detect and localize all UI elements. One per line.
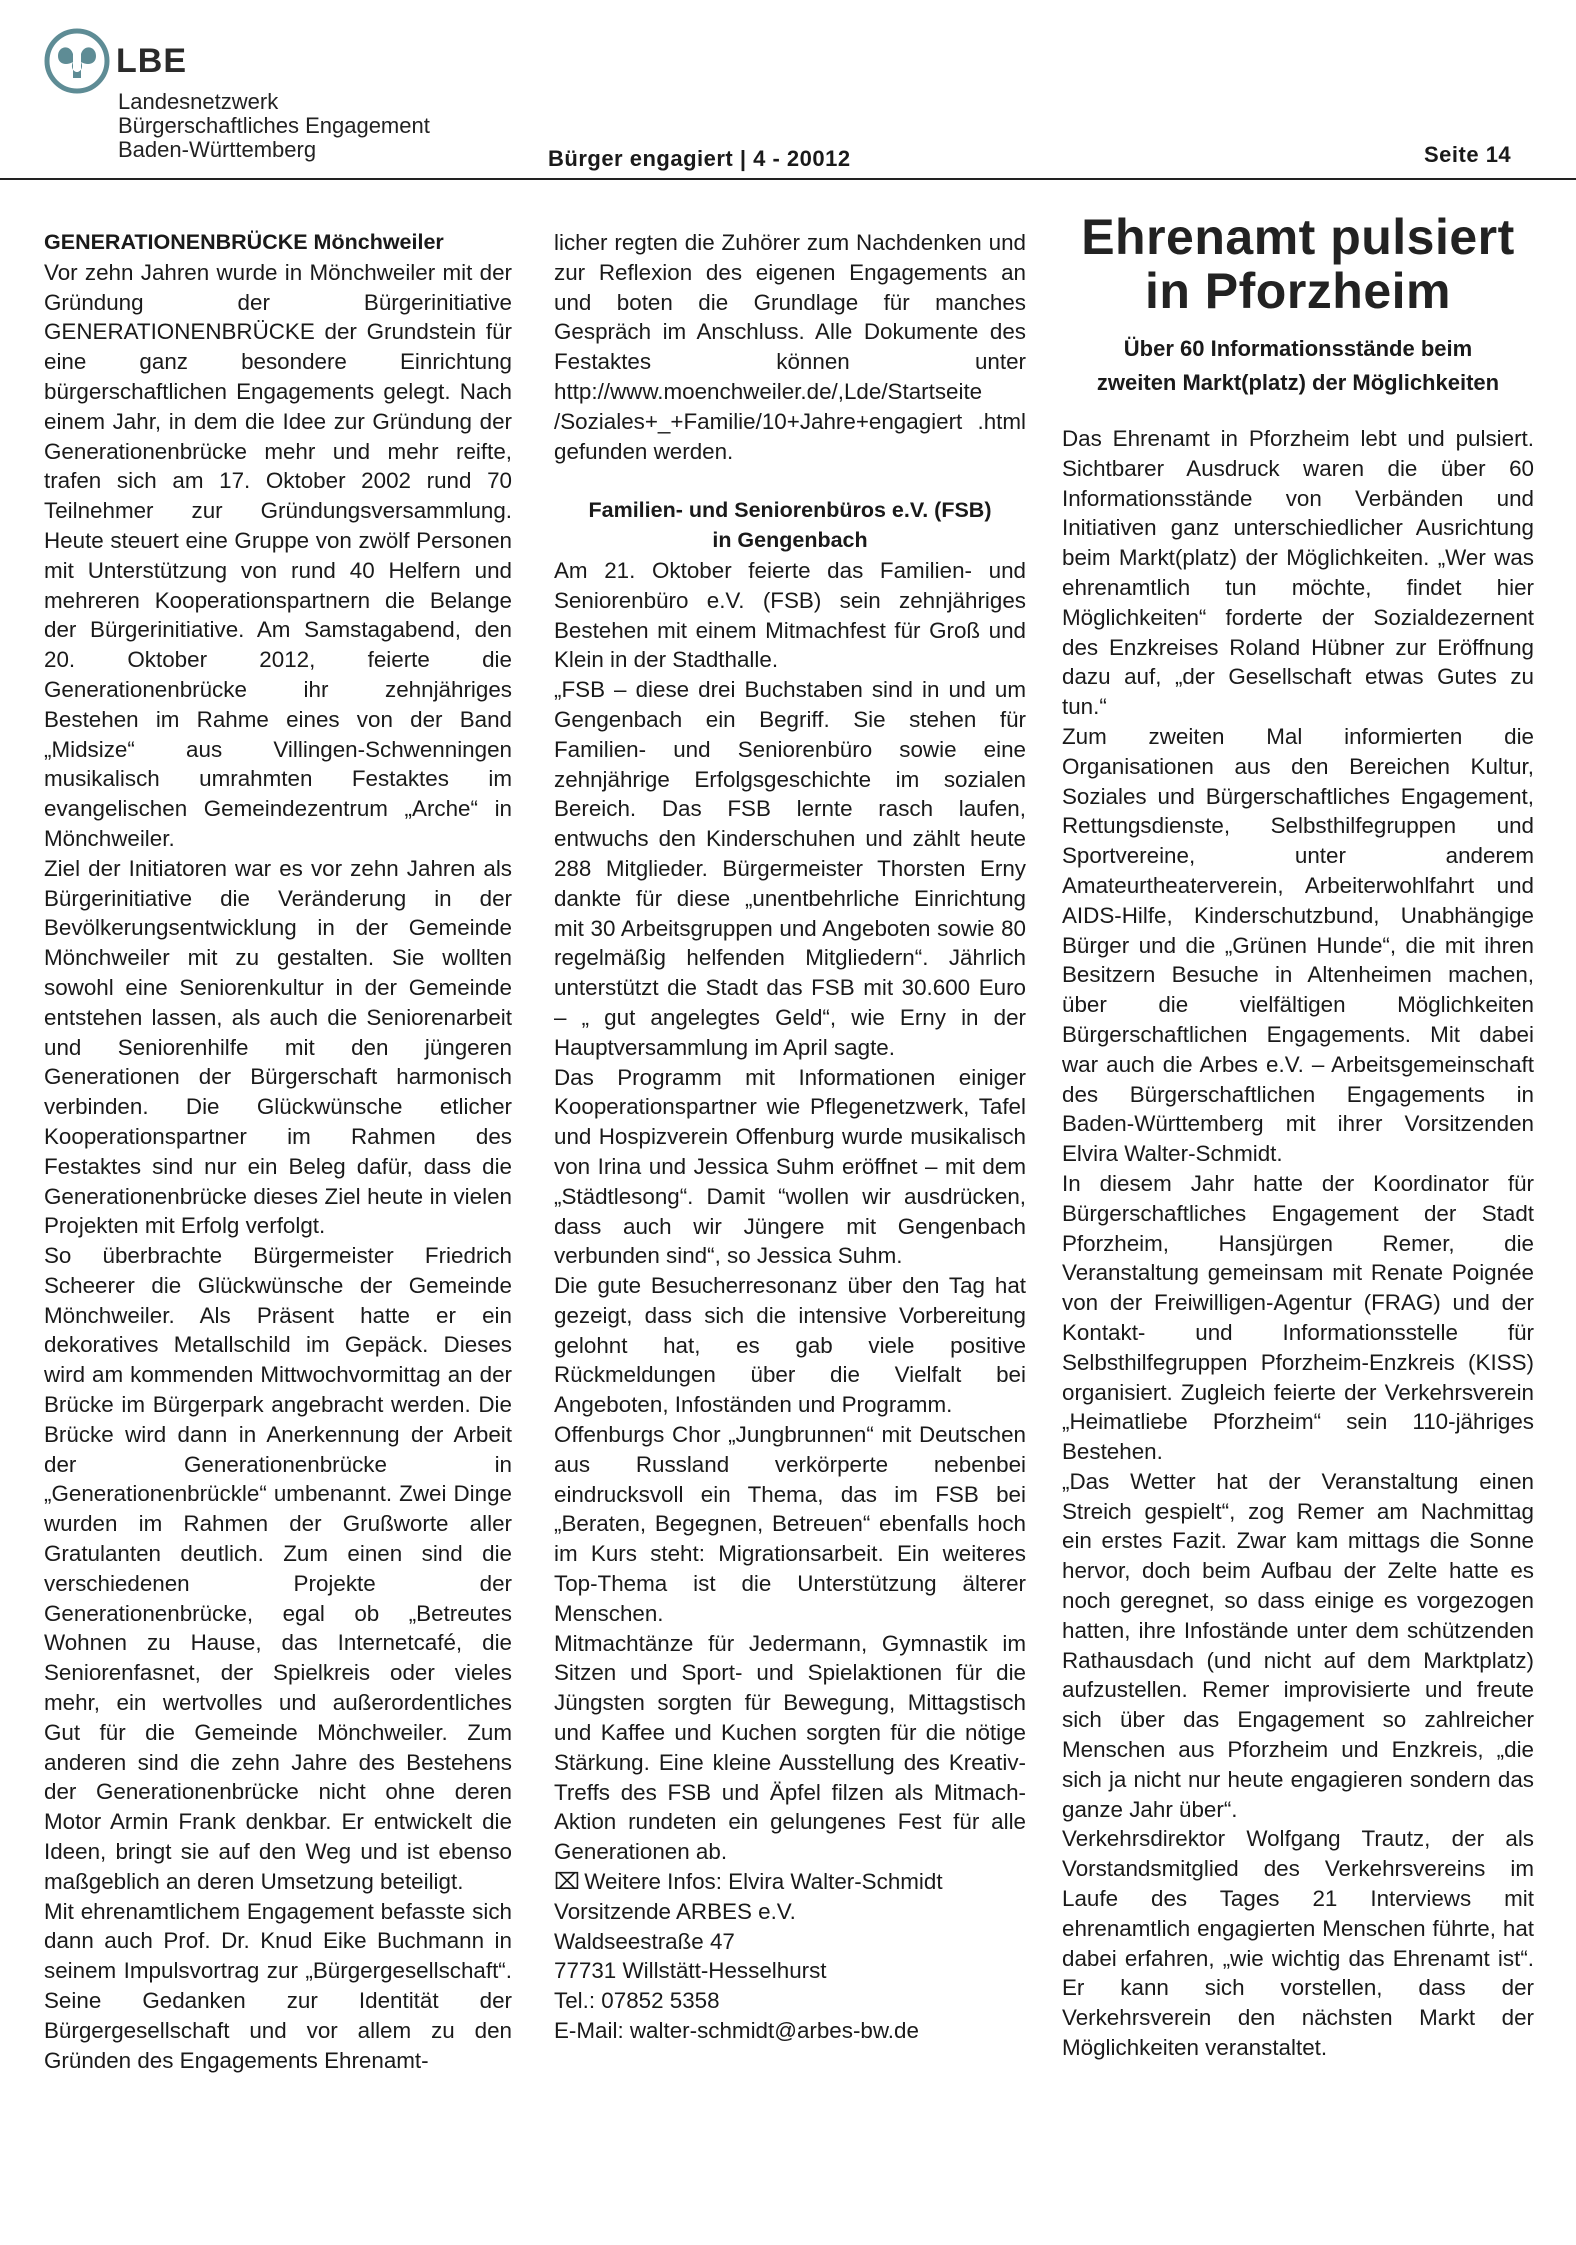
- org-name-line: Bürgerschaftliches Engagement: [118, 113, 430, 138]
- article-paragraph: licher regten die Zuhörer zum Nachdenken und zur Reflexion des eigenen Engagements an und boten die Grundlage für manches Gespräch im Anschluss. Alle Dokumente des Festaktes können unter http://www.moenchweiler.de/,Lde/Startseite /Soziales+_+Familie/10+Jahre+engagiert .html gefunden werden.: [554, 230, 1026, 464]
- mail-arrow-icon: ⌧: [554, 1869, 580, 1895]
- article-paragraph: Vor zehn Jahren wurde in Mönchweiler mit der Gründung der Bürgerinitiative GENERATIONENBRÜCKE der Grundstein für eine ganz besondere Einrichtung bürgerschaftlichen Engagements gelegt. Nach einem Jahr, in dem die Idee zur Gründung der Generationenbrücke mehr und mehr reifte, trafen sich am 17. Oktober 2002 rund 70 Teilnehmer zur Gründungsversammlung. Heute steuert eine Gruppe von zwölf Personen mit Unterstützung von rund 40 Helfern und mehreren Kooperationspartnern die Belange der Bürgerinitiative. Am Samstagabend, den 20. Oktober 2012, feierte die Generationenbrücke ihr zehnjähriges Bestehen im Rahme eines von der Band „Midsize“ aus Villingen-Schwenningen musikalisch umrahmten Festaktes im evangelischen Gemeindezentrum „Arche“ in Mönchweiler.: [44, 259, 512, 851]
- column-1: [44, 228, 512, 2075]
- article-subheadline: [1062, 332, 1534, 400]
- subheadline-line: Über 60 Informationsstände beim: [1123, 336, 1473, 361]
- logo-abbreviation: LBE: [116, 42, 187, 80]
- org-name-line: Baden-Württemberg: [118, 137, 317, 162]
- contact-line: 77731 Willstätt-Hesselhurst: [554, 1958, 827, 1984]
- section-heading-line: in Gengenbach: [712, 528, 868, 553]
- contact-text: Weitere Infos: Elvira Walter-Schmidt: [578, 1869, 943, 1895]
- article-paragraph: Das Ehrenamt in Pforzheim lebt und pulsiert. Sichtbarer Ausdruck waren die über 60 Informationsstände von Verbänden und Initiativen ganz unterschiedlicher Ausrichtung beim Markt(platz) der Möglichkeiten. „Wer was ehrenamtlich tun möchte, findet hier Möglichkeiten“ forderte der Sozialdezernent des Enzkreises Roland Hübner zur Eröffnung dazu auf, „der Gesellschaft etwas Gutes zu tun.“: [1062, 426, 1534, 720]
- subheadline-line: zweiten Markt(platz) der Möglichkeiten: [1096, 370, 1500, 395]
- section-heading-line: Familien- und Seniorenbüros e.V. (FSB): [588, 498, 992, 523]
- contact-line: [554, 1867, 1026, 1897]
- article-paragraph: „FSB – diese drei Buchstaben sind in und um Gengenbach ein Begriff. Sie stehen für Familien- und Seniorenbüro sowie eine zehnjährige Erfolgsgeschichte im sozialen Bereich. Das FSB lernte rasch laufen, entwuchs den Kinderschuhen und zählt heute 288 Mitglieder. Bürgermeister Thorsten Erny dankte für diese „unentbehrliche Einrichtung mit 30 Arbeitsgruppen und Angeboten sowie 80 regelmäßig helfenden Mitgliedern“. Jährlich unterstützt die Stadt das FSB mit 30.600 Euro – „ gut angelegtes Geld“, wie Erny in der Hauptversammlung im April sagte.: [554, 677, 1026, 1060]
- article-paragraph: Mitmachtänze für Jedermann, Gymnastik im Sitzen und Sport- und Spielaktionen für die Jüngsten sorgten für Bewegung, Mittagstisch und Kaffee und Kuchen sorgten für die nötige Stärkung. Eine kleine Ausstellung des Kreativ-Treffs des FSB und Äpfel filzen als Mitmach-Aktion rundeten ein gelungenes Fest für alle Generationen ab.: [554, 1630, 1026, 1865]
- column-2: [554, 228, 1026, 2046]
- contact-line: Vorsitzende ARBES e.V.: [554, 1898, 796, 1924]
- article-paragraph: Offenburgs Chor „Jungbrunnen“ mit Deutschen aus Russland verkörperte nebenbei eindrucksvoll ein Thema, das im FSB bei „Beraten, Begegnen, Betreuen“ ebenfalls hoch im Kurs steht: Migrationsarbeit. Ein weiteres Top-Thema ist die Unterstützung älterer Menschen.: [554, 1422, 1026, 1626]
- article-paragraph: Die gute Besucherresonanz über den Tag hat gezeigt, dass sich die intensive Vorbereitung gelohnt hat, es gab viele positive Rückmeldungen über die Vielfalt bei Angeboten, Infoständen und Programm.: [554, 1273, 1026, 1418]
- article-paragraph: Am 21. Oktober feierte das Familien- und Seniorenbüro e.V. (FSB) sein zehnjähriges Bestehen mit einem Mitmachfest für Groß und Klein in der Stadthalle.: [554, 557, 1026, 673]
- column-3: [1062, 210, 1534, 2063]
- header-rule: [0, 178, 1576, 180]
- page-number: Seite 14: [1424, 142, 1512, 167]
- headline-line: in Pforzheim: [1144, 263, 1452, 319]
- org-name: [118, 90, 430, 162]
- article-paragraph: „Das Wetter hat der Veranstaltung einen Streich gespielt“, zog Remer am Nachmittag ein erstes Fazit. Zwar kam mittags die Sonne hervor, doch beim Aufbau der Zelte hatte es noch geregnet, so dass einige es vorgezogen hatten, ihre Infostände unter dem schützenden Rathausdach (und nicht auf dem Marktplatz) aufzustellen. Remer improvisierte und freute sich über das Engagement so zahlreicher Menschen aus Pforzheim und Enzkreis, „die sich ja nicht nur heute engagieren sondern das ganze Jahr über“.: [1062, 1468, 1534, 1822]
- contact-email: E-Mail: walter-schmidt@arbes-bw.de: [554, 2018, 919, 2044]
- spacer: [554, 466, 1026, 496]
- article-paragraph: Zum zweiten Mal informierten die Organisationen aus den Bereichen Kultur, Soziales und Bürgerschaftliches Engagement, Rettungsdienste, Selbsthilfegruppen und Sportvereine, unter anderem Amateurtheaterverein, Arbeiterwohlfahrt und AIDS-Hilfe, Kinderschutzbund, Unabhängige Bürger und die „Grünen Hunde“, die mit ihren Besitzern Besuche in Altenheimen machen, über die vielfältigen Möglichkeiten Bürgerschaftlichen Engagements. Mit dabei war auch die Arbes e.V. – Arbeitsgemeinschaft des Bürgerschaftlichen Engagements in Baden-Württemberg mit ihrer Vorsitzenden Elvira Walter-Schmidt.: [1062, 723, 1534, 1167]
- article-paragraph: Verkehrsdirektor Wolfgang Trautz, der als Vorstandsmitglied des Verkehrsvereins im Laufe des Tages 21 Interviews mit ehrenamtlich engagierten Menschen führte, hat dabei erfahren, „wie wichtig das Ehrenamt ist“. Er kann sich vorstellen, dass der Verkehrsverein den nächsten Markt der Möglichkeiten veranstaltet.: [1062, 1826, 1534, 2061]
- contact-line: Tel.: 07852 5358: [554, 1988, 720, 2014]
- org-name-line: Landesnetzwerk: [118, 89, 279, 114]
- article-paragraph: Ziel der Initiatoren war es vor zehn Jahren als Bürgerinitiative die Veränderung in der Bevölkerungsentwicklung in der Gemeinde Mönchweiler mit zu gestalten. Sie wollten sowohl eine Seniorenkultur in der Gemeinde entstehen lassen, als auch die Seniorenarbeit und Seniorenhilfe mit den jüngeren Generationen der Bürgerschaft harmonisch verbinden. Die Glückwünsche etlicher Kooperationspartner im Rahmen des Festaktes sind nur ein Beleg dafür, dass die Generationenbrücke dieses Ziel heute in vielen Projekten mit Erfolg verfolgt.: [44, 855, 512, 1239]
- section-heading: [554, 496, 1026, 556]
- article-paragraph: Mit ehrenamtlichem Engagement befasste sich dann auch Prof. Dr. Knud Eike Buchmann in seinem Impulsvortrag zur „Bürgergesellschaft“. Seine Gedanken zur Identität der Bürgergesellschaft und vor allem zu den Gründen des Engagements Ehrenamt-: [44, 1898, 512, 2073]
- contact-block: [554, 1867, 1026, 2046]
- headline-line: Ehrenamt pulsiert: [1081, 209, 1515, 265]
- article-paragraph: So überbrachte Bürgermeister Friedrich Scheerer die Glückwünsche der Gemeinde Mönchweiler. Als Präsent hatte er ein dekoratives Metallschild im Gepäck. Dieses wird am kommenden Mittwochvormittag an der Brücke im Bürgerpark angebracht werden. Die Brücke wird dann in Anerkennung der Arbeit der Generationenbrücke in „Generationenbrückle“ umbenannt. Zwei Dinge wurden im Rahmen der Grußworte aller Gratulanten deutlich. Zum einen sind die verschiedenen Projekte der Generationenbrücke, egal ob „Betreutes Wohnen zu Hause, das Internetcafé, die Seniorenfasnet, der Spielkreis oder vieles mehr, ein wertvolles und außerordentliches Gut für die Gemeinde Mönchweiler. Zum anderen sind die zehn Jahre des Bestehens der Generationenbrücke nicht ohne deren Motor Armin Frank denkbar. Er entwickelt die Ideen, bringt sie auf den Weg und ist ebenso maßgeblich an deren Umsetzung beteiligt.: [44, 1243, 512, 1894]
- article-paragraph: In diesem Jahr hatte der Koordinator für Bürgerschaftliches Engagement der Stadt Pforzheim, Hansjürgen Remer, die Veranstaltung gemeinsam mit Renate Poignée von der Freiwilligen-Agentur (FRAG) und der Kontakt- und Informationsstelle für Selbsthilfegruppen Pforzheim-Enzkreis (KISS) organisiert. Zugleich feierte der Verkehrsverein „Heimatliebe Pforzheim“ sein 110-jähriges Bestehen.: [1062, 1170, 1534, 1465]
- issue-label: Bürger engagiert | 4 - 20012: [548, 146, 851, 171]
- article-headline: [1062, 210, 1534, 318]
- contact-line: Waldseestraße 47: [554, 1928, 735, 1954]
- article-paragraph: Das Programm mit Informationen einiger Kooperationspartner wie Pflegenetzwerk, Tafel und Hospizverein Offenburg wurde musikalisch von Irina und Jessica Suhm eröffnet – mit dem „Städtlesong“. Damit “wollen wir ausdrücken, dass auch wir Jüngere mit Gengenbach verbunden sind“, so Jessica Suhm.: [554, 1064, 1026, 1269]
- section-heading: GENERATIONENBRÜCKE Mönchweiler: [44, 230, 444, 254]
- lbe-logo-icon: [44, 28, 110, 94]
